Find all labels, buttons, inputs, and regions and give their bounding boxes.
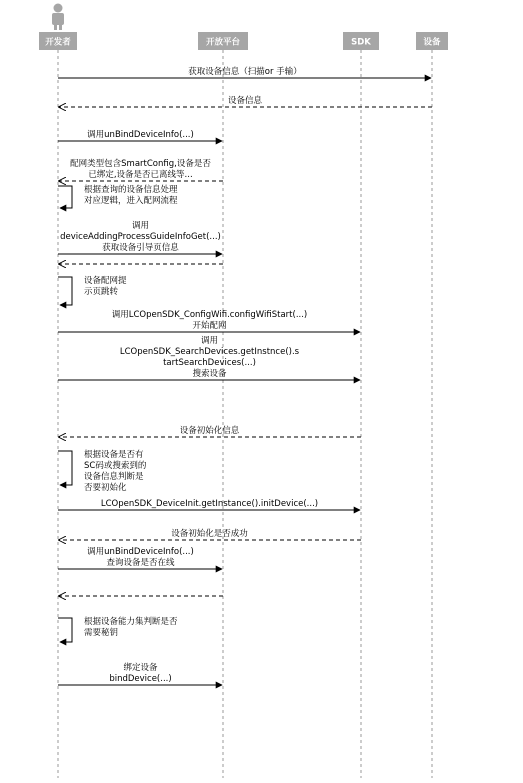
message-sync <box>58 336 360 380</box>
message-label: 设备信息 <box>227 96 263 106</box>
message-sync <box>58 130 222 141</box>
message-label: 根据设备能力集判断是否 <box>84 617 178 627</box>
message-label: 根据设备是否有 <box>84 450 144 460</box>
message-return <box>59 158 223 181</box>
message-label: 调用LCOpenSDK_ConfigWifi.configWifiStart(...) <box>111 310 308 320</box>
message-label: 需要秘钥 <box>84 628 119 638</box>
message-sync <box>58 221 222 254</box>
participant-label: SDK <box>351 37 371 48</box>
message-self <box>58 449 147 493</box>
message-self <box>58 616 178 642</box>
message-label: LCOpenSDK_SearchDevices.getInstnce().s <box>119 347 300 357</box>
message-label: 否要初始化 <box>84 483 127 493</box>
message-label: 根据查询的设备信息处理 <box>84 185 178 195</box>
self-call-arrow <box>58 186 72 208</box>
message-label: 获取设备信息（扫描or 手输） <box>188 67 302 77</box>
participant-label: 设备 <box>423 37 441 48</box>
message-label: 查询设备是否在线 <box>106 558 175 568</box>
message-sync <box>58 662 222 685</box>
message-label: 调用 <box>131 221 150 231</box>
message-label: 开始配网 <box>192 321 227 331</box>
message-label: 设备配网提 <box>84 276 127 286</box>
message-sync <box>58 66 431 78</box>
self-call-arrow <box>58 451 72 485</box>
message-label: 设备初始化信息 <box>179 426 240 436</box>
message-label: 获取设备引导页信息 <box>102 243 179 253</box>
message-return <box>59 425 361 437</box>
participant-box <box>198 32 248 50</box>
participant-label: 开发者 <box>45 37 71 48</box>
message-sync <box>58 547 222 569</box>
self-call-arrow <box>58 277 72 305</box>
participant-box <box>39 32 77 50</box>
message-label: tartSearchDevices(...) <box>163 358 256 368</box>
message-label: 调用 <box>200 336 219 346</box>
participants <box>39 32 448 50</box>
message-label: bindDevice(...) <box>109 674 172 684</box>
message-label: 示页跳转 <box>84 287 119 297</box>
messages <box>58 66 432 685</box>
message-label: 设备信息判断是 <box>84 472 144 482</box>
message-label: 调用unBindDeviceInfo(...) <box>87 547 194 557</box>
message-self <box>58 275 127 305</box>
message-label: 搜索设备 <box>192 369 227 379</box>
message-label: 设备初始化是否成功 <box>171 529 248 539</box>
message-self <box>58 184 178 208</box>
participant-label: 开放平台 <box>205 37 241 48</box>
message-label: 绑定设备 <box>123 663 158 673</box>
message-label: LCOpenSDK_DeviceInit.getInstance().initDevice(...) <box>100 499 319 509</box>
message-return <box>59 528 361 540</box>
message-label: 调用unBindDeviceInfo(...) <box>87 130 194 140</box>
message-label: 对应逻辑，进入配网流程 <box>84 196 178 206</box>
participant-box <box>343 32 379 50</box>
message-label: deviceAddingProcessGuideInfoGet(...) <box>60 232 221 242</box>
message-label: SC码或搜索到的 <box>84 461 147 471</box>
message-sync <box>58 499 360 510</box>
message-return <box>59 95 432 107</box>
message-label: 已绑定,设备是否已离线等... <box>88 170 193 180</box>
message-sync <box>58 310 360 332</box>
user-icon <box>52 4 64 31</box>
message-label: 配网类型包含SmartConfig,设备是否 <box>70 159 211 169</box>
participant-box <box>416 32 448 50</box>
self-call-arrow <box>58 618 72 642</box>
